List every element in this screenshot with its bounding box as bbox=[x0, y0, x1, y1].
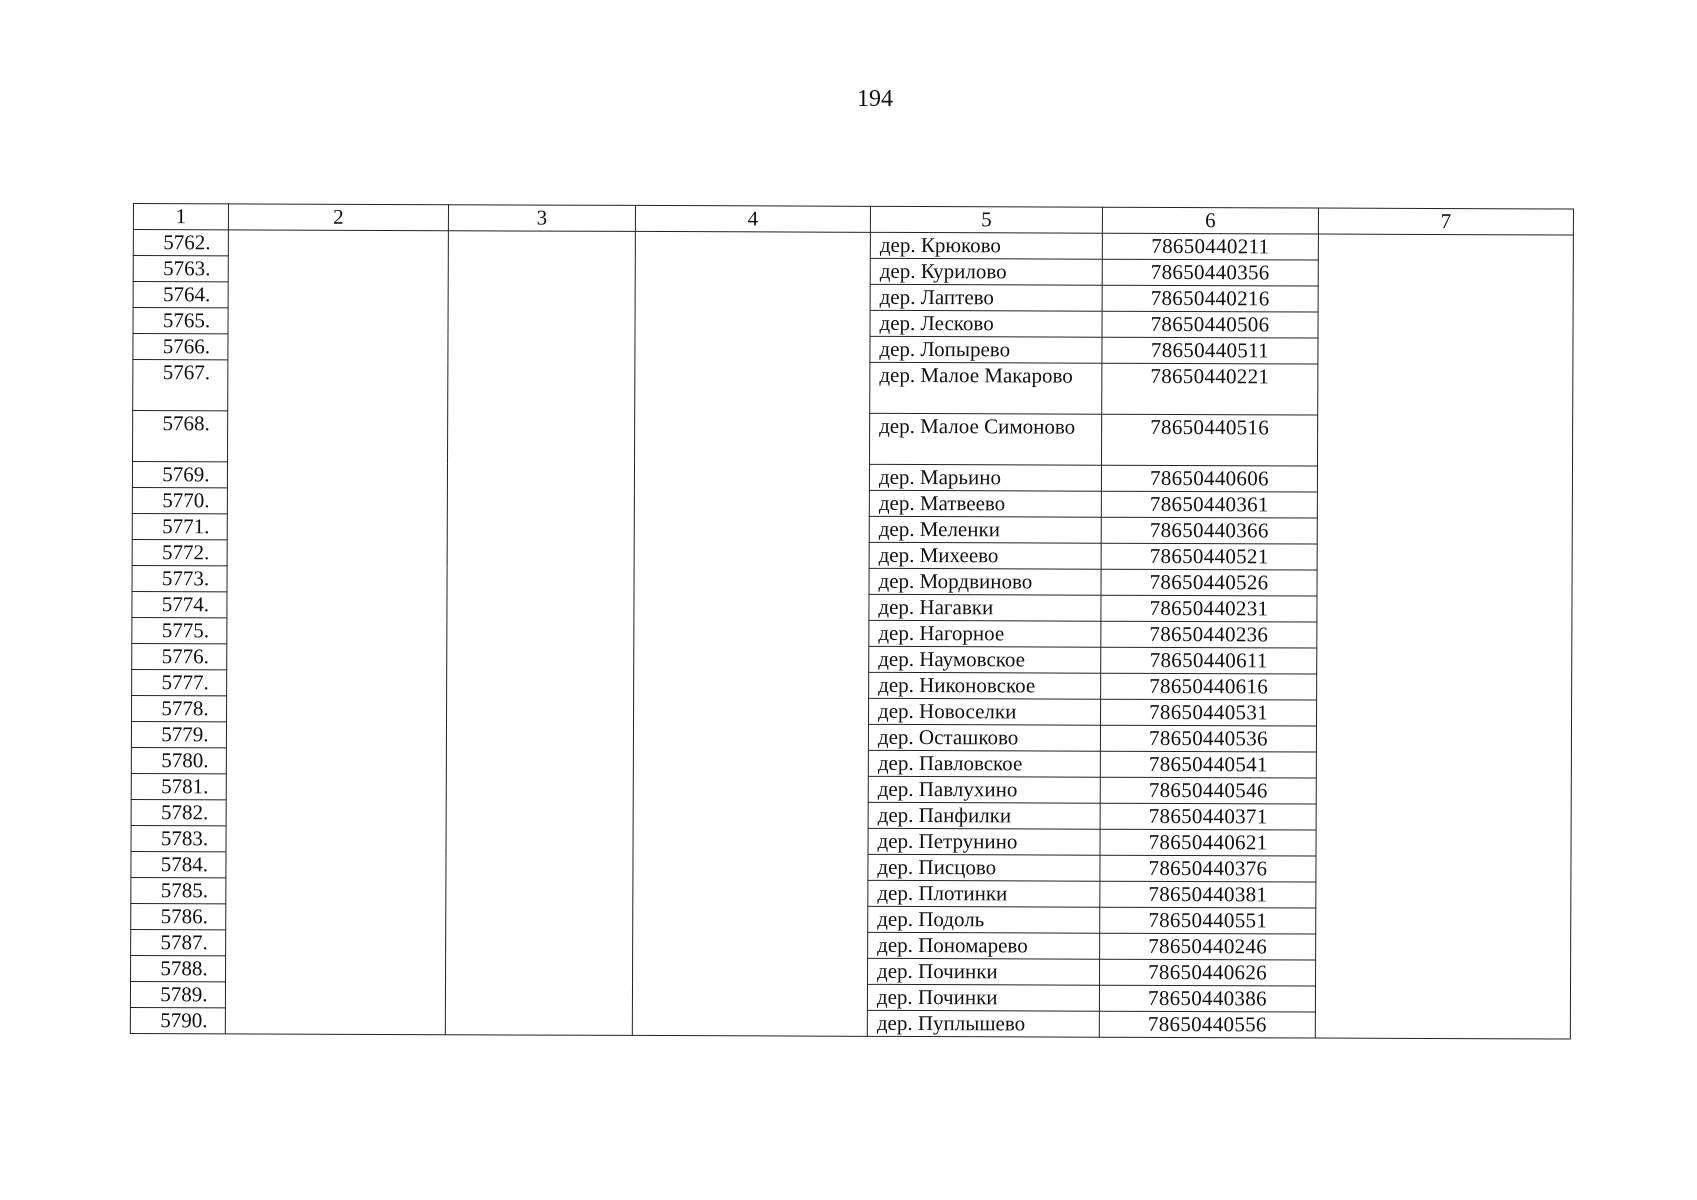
oktmo-code: 78650440606 bbox=[1101, 465, 1317, 492]
settlement-name: дер. Никоновское bbox=[869, 672, 1101, 699]
settlement-name: дер. Павлухино bbox=[868, 776, 1100, 803]
row-number: 5775. bbox=[132, 617, 227, 643]
settlement-name: дер. Мордвиново bbox=[869, 568, 1101, 595]
oktmo-code: 78650440506 bbox=[1102, 311, 1318, 338]
settlement-name: дер. Пуплышево bbox=[867, 1010, 1099, 1037]
settlement-name: дер. Матвеево bbox=[869, 490, 1101, 517]
oktmo-code: 78650440611 bbox=[1101, 647, 1317, 674]
settlement-name: дер. Наумовское bbox=[869, 646, 1101, 673]
settlement-name: дер. Подоль bbox=[868, 906, 1100, 933]
row-number: 5767. bbox=[133, 360, 228, 411]
oktmo-code: 78650440521 bbox=[1101, 543, 1317, 570]
header-col-7: 7 bbox=[1318, 208, 1573, 235]
header-col-4: 4 bbox=[635, 205, 870, 232]
settlement-name: дер. Курилово bbox=[870, 258, 1102, 285]
oktmo-code: 78650440531 bbox=[1101, 699, 1317, 726]
row-number: 5768. bbox=[133, 411, 228, 462]
row-number: 5764. bbox=[133, 282, 228, 308]
col-7-cell bbox=[1315, 234, 1573, 1039]
table-row bbox=[133, 230, 1573, 262]
row-number: 5779. bbox=[131, 721, 226, 747]
row-number: 5772. bbox=[132, 539, 227, 565]
row-number: 5785. bbox=[131, 877, 226, 903]
settlement-name: дер. Починки bbox=[868, 958, 1100, 985]
row-number: 5786. bbox=[131, 903, 226, 929]
row-number: 5782. bbox=[131, 799, 226, 825]
settlement-name: дер. Осташково bbox=[868, 724, 1100, 751]
oktmo-code: 78650440221 bbox=[1102, 363, 1318, 415]
oktmo-code: 78650440211 bbox=[1102, 233, 1318, 260]
header-col-3: 3 bbox=[448, 205, 635, 232]
oktmo-code: 78650440236 bbox=[1101, 621, 1317, 648]
oktmo-code: 78650440216 bbox=[1102, 285, 1318, 312]
row-number: 5789. bbox=[130, 981, 225, 1007]
row-number: 5763. bbox=[133, 256, 228, 282]
row-number: 5790. bbox=[130, 1007, 225, 1033]
oktmo-code: 78650440361 bbox=[1101, 491, 1317, 518]
oktmo-code: 78650440356 bbox=[1102, 259, 1318, 286]
oktmo-code: 78650440386 bbox=[1099, 985, 1315, 1012]
settlement-name: дер. Меленки bbox=[869, 516, 1101, 543]
col-4-cell bbox=[632, 231, 870, 1036]
oktmo-code: 78650440231 bbox=[1101, 595, 1317, 622]
row-number: 5780. bbox=[131, 747, 226, 773]
settlement-name: дер. Марьино bbox=[869, 464, 1101, 491]
oktmo-code: 78650440551 bbox=[1100, 907, 1316, 934]
oktmo-code: 78650440536 bbox=[1100, 725, 1316, 752]
oktmo-code: 78650440546 bbox=[1100, 777, 1316, 804]
oktmo-code: 78650440376 bbox=[1100, 855, 1316, 882]
page-number: 194 bbox=[857, 86, 893, 112]
row-number: 5766. bbox=[133, 334, 228, 360]
oktmo-code: 78650440371 bbox=[1100, 803, 1316, 830]
settlement-name: дер. Пономарево bbox=[868, 932, 1100, 959]
settlement-name: дер. Малое Макарово bbox=[870, 362, 1102, 414]
table-body bbox=[130, 230, 1573, 1040]
settlement-name: дер. Лопырево bbox=[870, 336, 1102, 363]
row-number: 5762. bbox=[133, 230, 228, 256]
row-number: 5777. bbox=[132, 669, 227, 695]
row-number: 5783. bbox=[131, 825, 226, 851]
oktmo-code: 78650440366 bbox=[1101, 517, 1317, 544]
row-number: 5788. bbox=[131, 955, 226, 981]
header-col-1: 1 bbox=[133, 204, 228, 230]
row-number: 5787. bbox=[131, 929, 226, 955]
oktmo-code: 78650440516 bbox=[1102, 414, 1318, 466]
settlement-name: дер. Лаптево bbox=[870, 284, 1102, 311]
settlement-name: дер. Павловское bbox=[868, 750, 1100, 777]
settlement-name: дер. Плотинки bbox=[868, 880, 1100, 907]
row-number: 5770. bbox=[132, 487, 227, 513]
row-number: 5773. bbox=[132, 565, 227, 591]
settlement-name: дер. Починки bbox=[867, 984, 1099, 1011]
settlement-name: дер. Михеево bbox=[869, 542, 1101, 569]
header-col-5: 5 bbox=[870, 206, 1102, 233]
col-3-cell bbox=[445, 231, 635, 1036]
oktmo-code: 78650440526 bbox=[1101, 569, 1317, 596]
oktmo-code: 78650440246 bbox=[1100, 933, 1316, 960]
settlement-name: дер. Новоселки bbox=[869, 698, 1101, 725]
settlement-name: дер. Крюково bbox=[870, 232, 1102, 259]
row-number: 5776. bbox=[132, 643, 227, 669]
settlement-name: дер. Нагавки bbox=[869, 594, 1101, 621]
settlements-table bbox=[130, 203, 1574, 1040]
oktmo-code: 78650440556 bbox=[1099, 1011, 1315, 1038]
col-2-cell bbox=[225, 230, 448, 1035]
header-col-2: 2 bbox=[228, 204, 448, 231]
row-number: 5778. bbox=[132, 695, 227, 721]
oktmo-code: 78650440616 bbox=[1101, 673, 1317, 700]
settlement-name: дер. Петрунино bbox=[868, 828, 1100, 855]
oktmo-code: 78650440626 bbox=[1100, 959, 1316, 986]
row-number: 5781. bbox=[131, 773, 226, 799]
header-col-6: 6 bbox=[1102, 207, 1318, 234]
row-number: 5765. bbox=[133, 308, 228, 334]
row-number: 5771. bbox=[132, 513, 227, 539]
oktmo-code: 78650440381 bbox=[1100, 881, 1316, 908]
oktmo-code: 78650440621 bbox=[1100, 829, 1316, 856]
settlement-name: дер. Нагорное bbox=[869, 620, 1101, 647]
row-number: 5769. bbox=[132, 462, 227, 488]
settlement-name: дер. Панфилки bbox=[868, 802, 1100, 829]
settlement-name: дер. Писцово bbox=[868, 854, 1100, 881]
oktmo-code: 78650440541 bbox=[1100, 751, 1316, 778]
settlement-name: дер. Малое Симоново bbox=[870, 413, 1102, 465]
row-number: 5784. bbox=[131, 851, 226, 877]
settlement-name: дер. Лесково bbox=[870, 310, 1102, 337]
row-number: 5774. bbox=[132, 591, 227, 617]
oktmo-code: 78650440511 bbox=[1102, 337, 1318, 364]
